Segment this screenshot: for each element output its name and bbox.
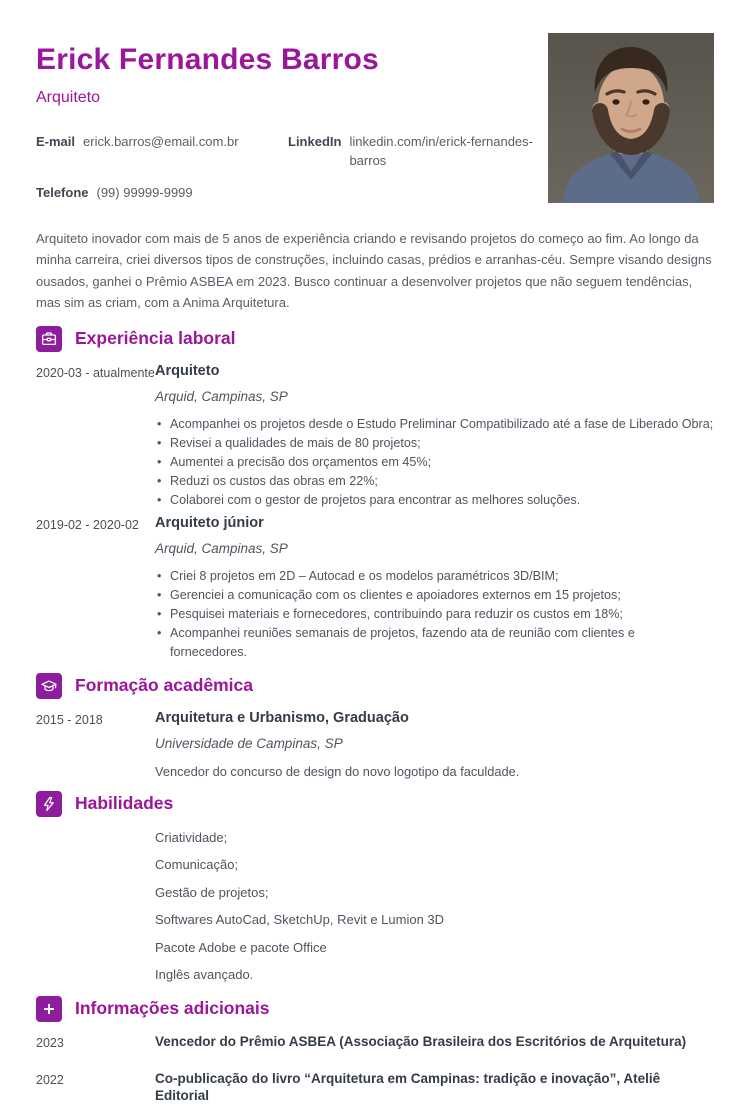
skill-item: Pacote Adobe e pacote Office bbox=[155, 939, 327, 955]
bullet-item: • Colaborei com o gestor de projetos para encontrar as melhores soluções. bbox=[170, 491, 714, 510]
job-title: Arquiteto bbox=[36, 88, 101, 106]
experience-entry bbox=[36, 363, 714, 510]
contact-phone-value: (99) 99999-9999 bbox=[96, 184, 193, 200]
entry-title: Vencedor do Prêmio ASBEA (Associação Brasileira dos Escritórios de Arquitetura) bbox=[155, 1033, 687, 1049]
contact-linkedin bbox=[288, 132, 556, 170]
bullet-item: • Pesquisei materiais e fornecedores, contribuindo para reduzir os custos em 18%; bbox=[170, 605, 714, 624]
entry-company: Universidade de Campinas, SP bbox=[155, 735, 343, 751]
entry-bullets bbox=[155, 415, 714, 510]
contact-linkedin-value: linkedin.com/in/erick-fernandes-barros bbox=[349, 133, 533, 168]
contact-email-value: erick.barros@email.com.br bbox=[83, 133, 239, 149]
skill-item: Inglês avançado. bbox=[155, 967, 254, 982]
briefcase-icon bbox=[36, 326, 62, 352]
additional-entry bbox=[36, 1033, 714, 1052]
additional-entry bbox=[36, 1070, 714, 1104]
section-heading-experience bbox=[36, 326, 714, 352]
profile-photo bbox=[548, 33, 714, 203]
section-heading-additional bbox=[36, 996, 714, 1022]
education-entry bbox=[36, 710, 714, 780]
section-title-education: Formação acadêmica bbox=[75, 675, 254, 695]
bullet-item: • Gerenciei a comunicação com os clientes e apoiadores externos em 15 projetos; bbox=[170, 586, 714, 605]
entry-title: Arquiteto bbox=[155, 362, 220, 379]
bullet-item: • Criei 8 projetos em 2D – Autocad e os modelos paramétricos 3D/BIM; bbox=[170, 567, 714, 586]
section-heading-education bbox=[36, 673, 714, 699]
graduation-cap-icon bbox=[36, 673, 62, 699]
skill-item: Softwares AutoCad, SketchUp, Revit e Lumion 3D bbox=[155, 912, 445, 927]
section-title-additional: Informações adicionais bbox=[75, 998, 270, 1018]
entry-company: Arquid, Campinas, SP bbox=[155, 540, 288, 556]
entry-dates: 2019-02 - 2020-02 bbox=[36, 517, 139, 532]
skill-item: Criatividade; bbox=[155, 829, 228, 845]
lightning-icon bbox=[36, 791, 62, 817]
plus-icon bbox=[36, 996, 62, 1022]
skills-list bbox=[155, 831, 714, 982]
contact-phone-label: Telefone bbox=[36, 184, 89, 200]
bullet-item: • Aumentei a precisão dos orçamentos em 45%; bbox=[170, 453, 714, 472]
contact-phone bbox=[36, 183, 288, 202]
contact-info bbox=[36, 132, 556, 202]
contact-linkedin-label: LinkedIn bbox=[288, 133, 342, 149]
skill-item: Gestão de projetos; bbox=[155, 884, 269, 900]
summary-paragraph: Arquiteto inovador com mais de 5 anos de experiência criando e revisando projetos do começo ao fim. Ao longo da minha carreira, criei diversos tipos de construções, incluindo casas, prédios e arranhas-céu. Sempre visando designs ousados, ganhei o Prêmio ASBEA em 2023. Busco continuar a desenvolver projetos que não seguem tendências, mas sim as criam, com a Anima Arquitetura. bbox=[36, 230, 712, 310]
section-title-experience: Experiência laboral bbox=[75, 328, 236, 348]
contact-email bbox=[36, 132, 288, 170]
name-heading: Erick Fernandes Barros bbox=[36, 43, 379, 76]
entry-note: Vencedor do concurso de design do novo logotipo da faculdade. bbox=[155, 763, 520, 779]
bullet-item: • Acompanhei os projetos desde o Estudo Preliminar Compatibilizado até a fase de Liberado Obra; bbox=[170, 415, 714, 434]
experience-entry bbox=[36, 515, 714, 662]
bullet-item: • Revisei a qualidades de mais de 80 projetos; bbox=[170, 434, 714, 453]
entry-dates: 2020-03 - atualmente bbox=[36, 365, 155, 380]
bullet-item: • Reduzi os custos das obras em 22%; bbox=[170, 472, 714, 491]
entry-dates: 2023 bbox=[36, 1035, 64, 1050]
entry-dates: 2015 - 2018 bbox=[36, 712, 103, 727]
bullet-item: • Acompanhei reuniões semanais de projetos, fazendo ata de reunião com clientes e fornecedores. bbox=[170, 624, 714, 662]
entry-dates: 2022 bbox=[36, 1072, 64, 1087]
entry-bullets bbox=[155, 567, 714, 662]
contact-email-label: E-mail bbox=[36, 133, 76, 149]
entry-company: Arquid, Campinas, SP bbox=[155, 388, 288, 404]
section-heading-skills bbox=[36, 791, 714, 817]
section-title-skills: Habilidades bbox=[75, 793, 174, 813]
entry-title: Co-publicação do livro “Arquitetura em Campinas: tradição e inovação”, Ateliê Editorial bbox=[155, 1070, 661, 1103]
skill-item: Comunicação; bbox=[155, 857, 239, 872]
entry-title: Arquitetura e Urbanismo, Graduação bbox=[155, 709, 409, 726]
entry-title: Arquiteto júnior bbox=[155, 514, 264, 531]
